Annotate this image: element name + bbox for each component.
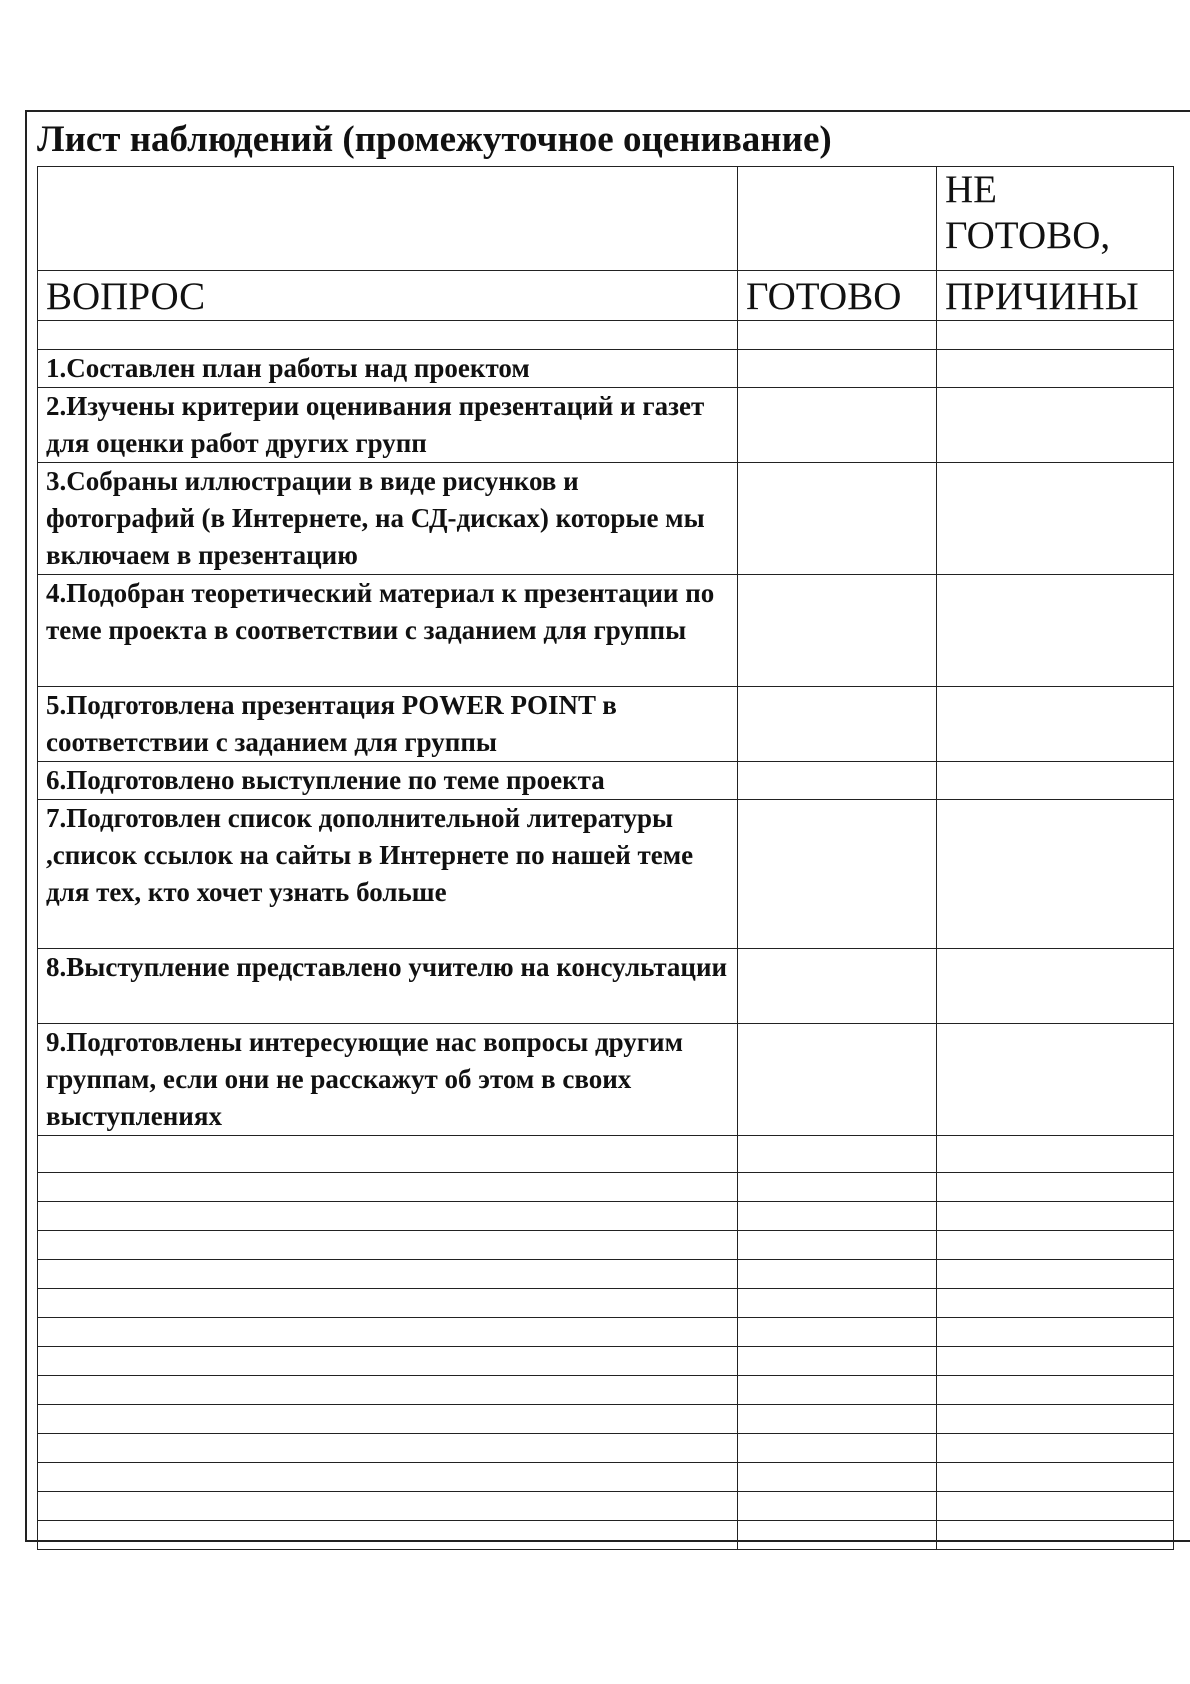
not-done-reason-cell[interactable] [937,463,1174,575]
empty-cell[interactable] [738,1492,937,1521]
header-blank-cell [738,167,937,271]
empty-cell[interactable] [38,1289,738,1318]
done-cell[interactable] [738,762,937,800]
question-text: 5.Подготовлена презентация POWER POINT в соответствии с заданием для группы [38,687,738,762]
empty-cell[interactable] [738,1136,937,1173]
empty-cell[interactable] [38,1173,738,1202]
question-text: 1.Составлен план работы над проектом [38,350,738,388]
empty-row [38,1347,1174,1376]
not-done-reason-cell[interactable] [937,575,1174,687]
empty-cell[interactable] [38,1136,738,1173]
question-text: 4.Подобран теоретический материал к презентации по теме проекта в соответствии с заданием для группы [38,575,738,687]
empty-cell[interactable] [38,1376,738,1405]
empty-cell[interactable] [738,1202,937,1231]
observation-table [37,166,1174,1550]
empty-cell[interactable] [38,1521,738,1550]
empty-cell[interactable] [937,1521,1174,1550]
empty-cell[interactable] [937,1260,1174,1289]
empty-cell[interactable] [937,1136,1174,1173]
question-text: 7.Подготовлен список дополнительной литературы ,список ссылок на сайты в Интернете по нашей теме для тех, кто хочет узнать больше [38,800,738,949]
empty-cell[interactable] [738,1405,937,1434]
empty-cell[interactable] [38,1202,738,1231]
empty-row [38,1318,1174,1347]
question-text: 9.Подготовлены интересующие нас вопросы другим группам, если они не расскажут об этом в своих выступлениях [38,1024,738,1136]
sheet-title: Лист наблюдений (промежуточное оценивание) [37,119,832,160]
question-row [38,575,1174,687]
column-header-not-done: ПРИЧИНЫ [937,271,1174,321]
empty-cell[interactable] [738,1289,937,1318]
empty-cell[interactable] [937,1289,1174,1318]
observation-sheet [25,110,1190,1542]
spacer-cell [937,321,1174,350]
empty-cell[interactable] [937,1463,1174,1492]
empty-row [38,1405,1174,1434]
empty-row [38,1521,1174,1550]
question-text: 3.Собраны иллюстрации в виде рисунков и фотографий (в Интернете, на СД-дисках) которые мы включаем в презентацию [38,463,738,575]
column-header-question: ВОПРОС [38,271,738,321]
empty-row [38,1260,1174,1289]
done-cell[interactable] [738,575,937,687]
empty-cell[interactable] [738,1376,937,1405]
empty-cell[interactable] [937,1405,1174,1434]
done-cell[interactable] [738,949,937,1024]
not-done-label-line1: НЕ [945,168,997,211]
empty-row [38,1376,1174,1405]
empty-row [38,1492,1174,1521]
question-row [38,463,1174,575]
empty-cell[interactable] [738,1231,937,1260]
empty-cell[interactable] [38,1231,738,1260]
not-done-header-top [937,167,1174,271]
empty-cell[interactable] [738,1463,937,1492]
empty-cell[interactable] [738,1521,937,1550]
question-row [38,1024,1174,1136]
empty-row [38,1231,1174,1260]
empty-cell[interactable] [937,1231,1174,1260]
empty-row [38,1173,1174,1202]
spacer-cell [738,321,937,350]
question-text: 8.Выступление представлено учителю на консультации [38,949,738,1024]
done-cell[interactable] [738,800,937,949]
question-row [38,949,1174,1024]
not-done-reason-cell[interactable] [937,762,1174,800]
empty-row [38,1289,1174,1318]
empty-cell[interactable] [738,1318,937,1347]
done-cell[interactable] [738,687,937,762]
empty-cell[interactable] [38,1347,738,1376]
empty-cell[interactable] [738,1260,937,1289]
not-done-reason-cell[interactable] [937,350,1174,388]
question-row [38,800,1174,949]
not-done-reason-cell[interactable] [937,388,1174,463]
empty-cell[interactable] [937,1376,1174,1405]
done-cell[interactable] [738,1024,937,1136]
empty-cell[interactable] [38,1318,738,1347]
empty-cell[interactable] [738,1347,937,1376]
empty-cell[interactable] [937,1202,1174,1231]
header-row-top [38,167,1174,271]
empty-row [38,1463,1174,1492]
not-done-reason-cell[interactable] [937,1024,1174,1136]
done-cell[interactable] [738,388,937,463]
question-row [38,762,1174,800]
empty-row [38,1136,1174,1173]
empty-cell[interactable] [937,1434,1174,1463]
question-row [38,388,1174,463]
done-cell[interactable] [738,463,937,575]
empty-cell[interactable] [937,1318,1174,1347]
header-row [38,271,1174,321]
empty-cell[interactable] [38,1463,738,1492]
empty-cell[interactable] [38,1405,738,1434]
empty-cell[interactable] [937,1173,1174,1202]
spacer-row [38,321,1174,350]
done-cell[interactable] [738,350,937,388]
not-done-reason-cell[interactable] [937,687,1174,762]
question-row [38,350,1174,388]
empty-cell[interactable] [738,1173,937,1202]
not-done-label-line2: ГОТОВО, [945,214,1111,257]
empty-cell[interactable] [738,1434,937,1463]
column-header-done: ГОТОВО [738,271,937,321]
spacer-cell [38,321,738,350]
empty-cell[interactable] [38,1260,738,1289]
question-text: 6.Подготовлено выступление по теме проекта [38,762,738,800]
question-row [38,687,1174,762]
not-done-reason-cell[interactable] [937,949,1174,1024]
empty-cell[interactable] [937,1492,1174,1521]
empty-row [38,1202,1174,1231]
empty-cell[interactable] [38,1434,738,1463]
empty-cell[interactable] [38,1492,738,1521]
empty-cell[interactable] [937,1347,1174,1376]
question-text: 2.Изучены критерии оценивания презентаций и газет для оценки работ других групп [38,388,738,463]
not-done-reason-cell[interactable] [937,800,1174,949]
empty-row [38,1434,1174,1463]
header-blank-cell [38,167,738,271]
